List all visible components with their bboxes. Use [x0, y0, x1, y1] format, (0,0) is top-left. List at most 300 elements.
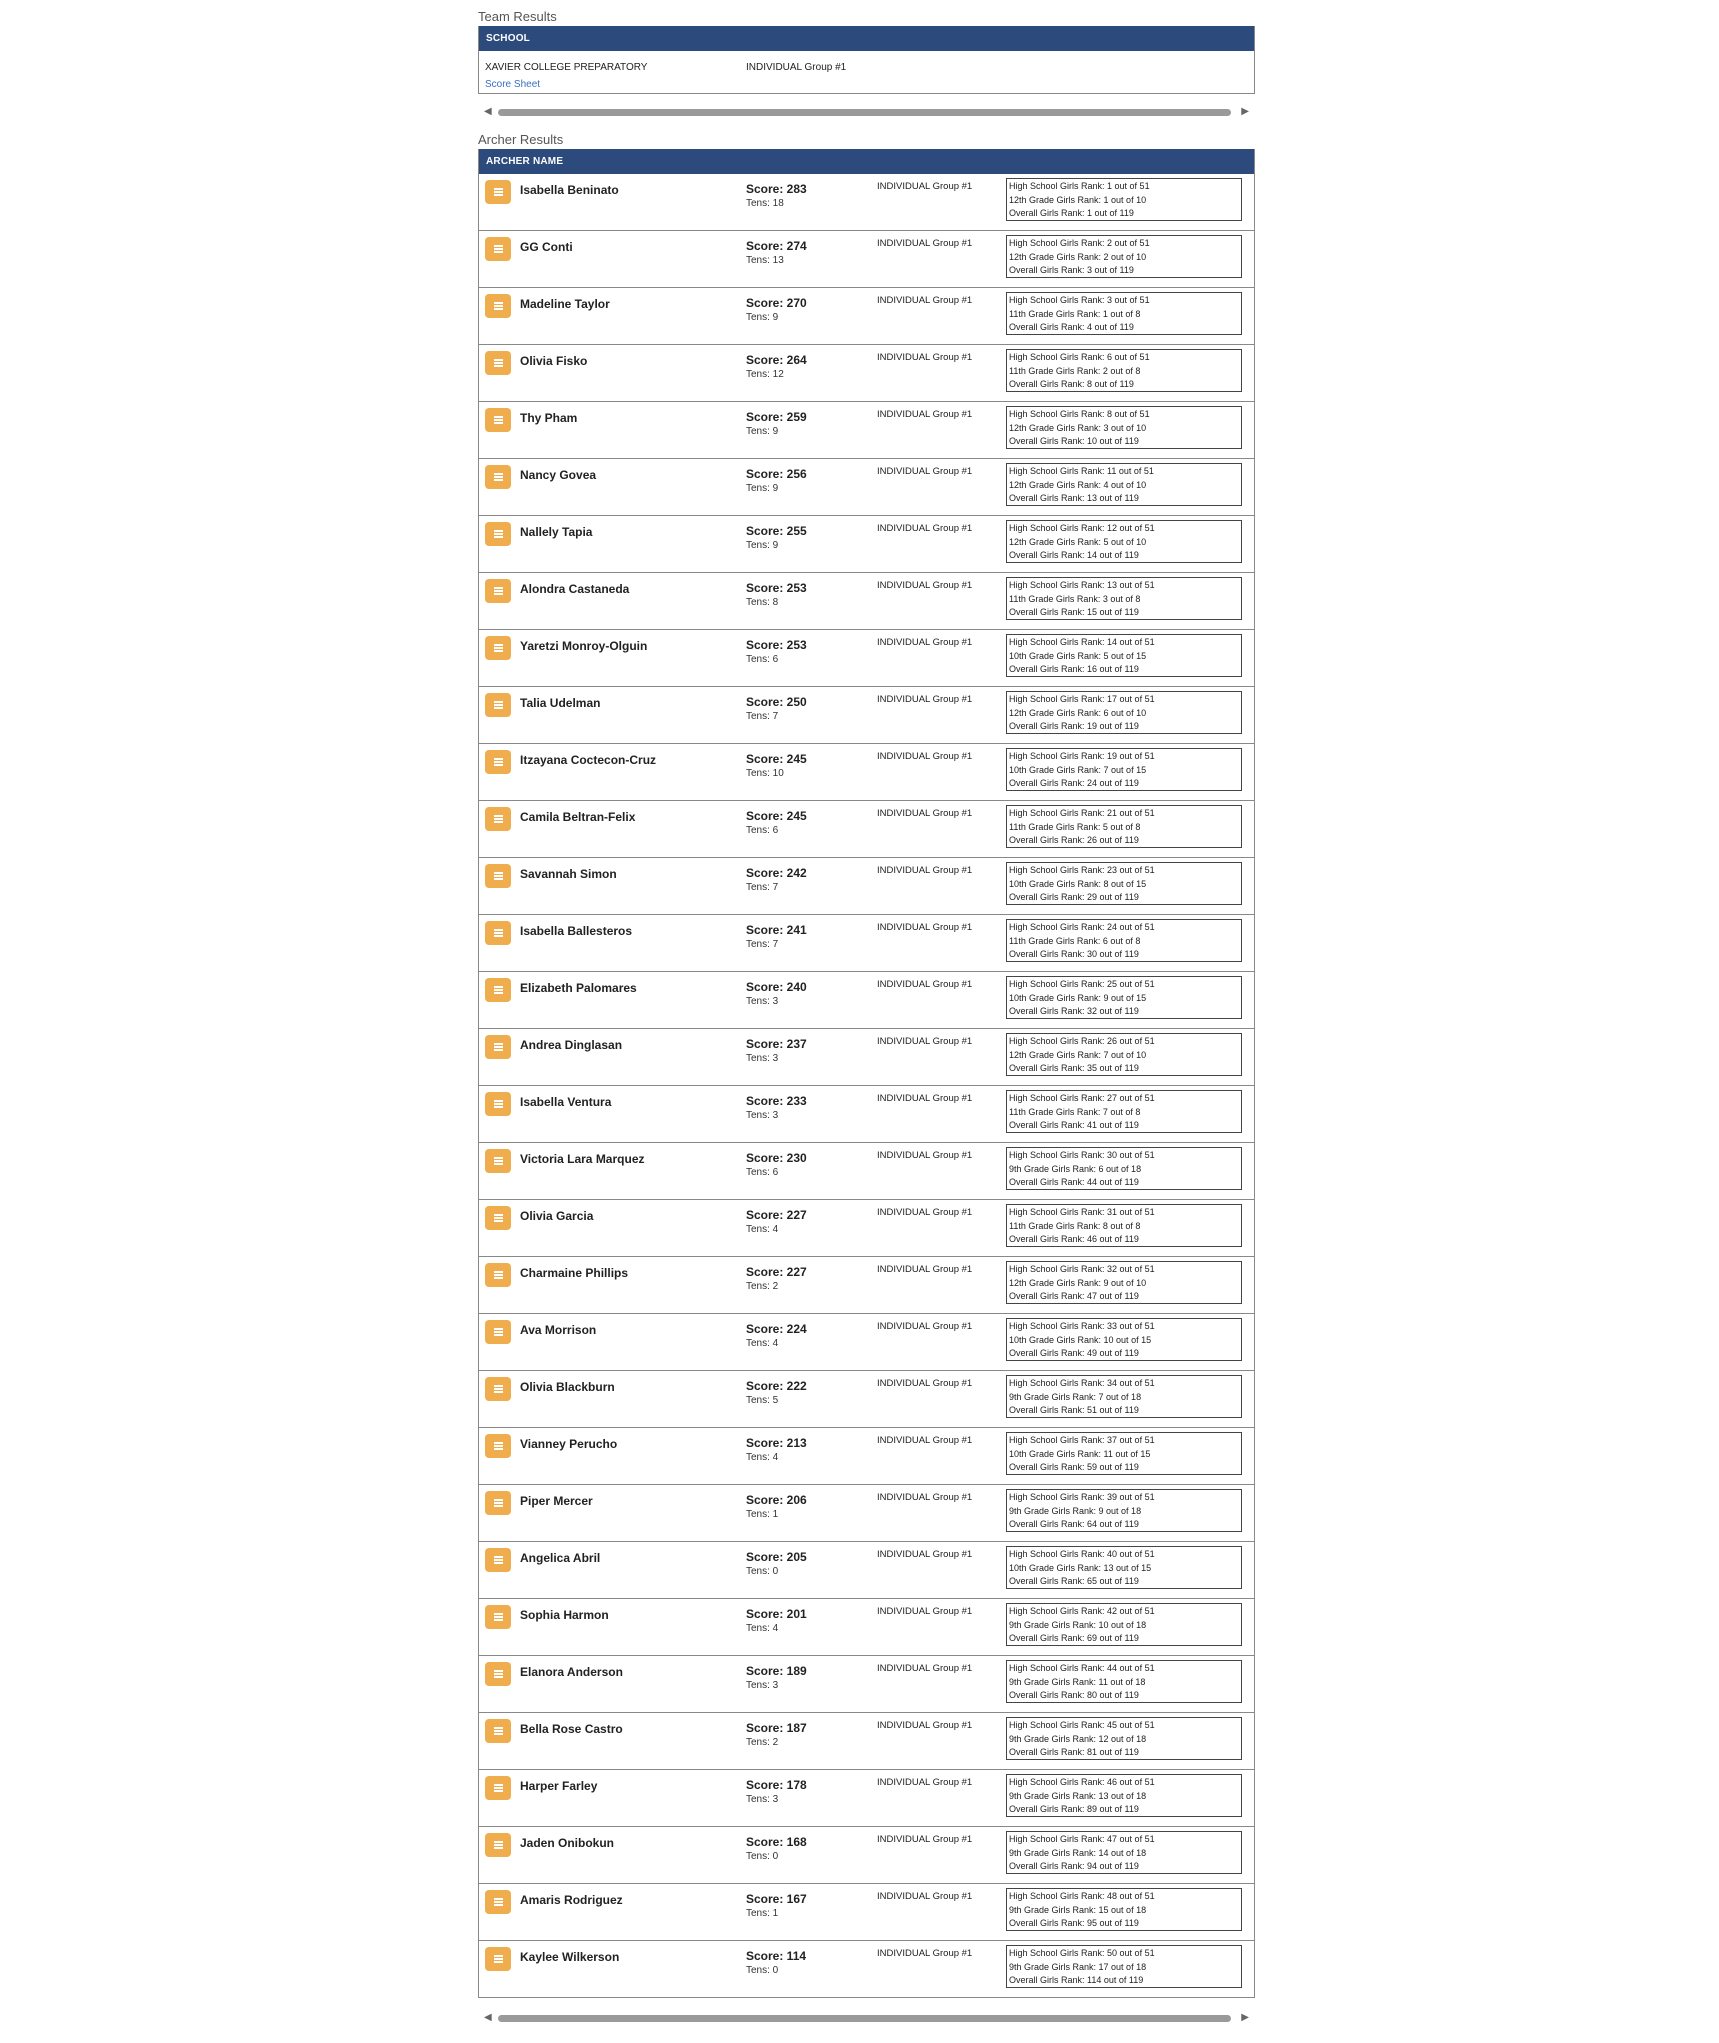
rank-box	[1006, 406, 1242, 449]
archer-group: INDIVIDUAL Group #1	[877, 352, 973, 363]
rank-box	[1006, 1375, 1242, 1418]
rank-box	[1006, 1261, 1242, 1304]
high-school-rank: High School Girls Rank: 40 out of 51	[1009, 1549, 1155, 1559]
team-results-title: Team Results	[478, 9, 557, 24]
grade-rank: 10th Grade Girls Rank: 8 out of 15	[1009, 878, 1147, 889]
rank-box	[1006, 691, 1242, 734]
rank-box	[1006, 1660, 1242, 1703]
grade-rank: 10th Grade Girls Rank: 10 out of 15	[1009, 1334, 1152, 1345]
archer-tens: Tens: 6	[746, 825, 779, 836]
archer-group: INDIVIDUAL Group #1	[877, 238, 973, 249]
archer-group: INDIVIDUAL Group #1	[877, 181, 973, 192]
archer-group: INDIVIDUAL Group #1	[877, 637, 973, 648]
archer-name: Olivia Garcia	[520, 1209, 594, 1223]
rank-box	[1006, 1489, 1242, 1532]
archer-score: Score: 253	[746, 581, 807, 595]
overall-rank: Overall Girls Rank: 10 out of 119	[1009, 436, 1139, 447]
archer-score: Score: 242	[746, 866, 807, 880]
archer-tens: Tens: 0	[746, 1851, 779, 1862]
archer-name: Olivia Fisko	[520, 354, 588, 368]
archer-tens: Tens: 9	[746, 426, 779, 437]
grade-rank: 11th Grade Girls Rank: 8 out of 8	[1009, 1220, 1141, 1231]
list-icon[interactable]	[485, 465, 511, 489]
archer-group: INDIVIDUAL Group #1	[877, 1264, 973, 1275]
archer-score: Score: 237	[746, 1037, 807, 1051]
archer-tens: Tens: 9	[746, 540, 779, 551]
archer-score: Score: 233	[746, 1094, 807, 1108]
overall-rank: Overall Girls Rank: 46 out of 119	[1009, 1234, 1139, 1245]
archer-row	[479, 686, 1254, 743]
list-icon[interactable]	[485, 1434, 511, 1458]
overall-rank: Overall Girls Rank: 44 out of 119	[1009, 1177, 1139, 1188]
archer-tens: Tens: 4	[746, 1623, 779, 1634]
rank-box	[1006, 919, 1242, 962]
archer-group: INDIVIDUAL Group #1	[877, 1663, 973, 1674]
overall-rank: Overall Girls Rank: 49 out of 119	[1009, 1348, 1139, 1359]
list-icon[interactable]	[485, 1776, 511, 1800]
archer-rows	[479, 174, 1254, 1997]
grade-rank: 11th Grade Girls Rank: 6 out of 8	[1009, 935, 1141, 946]
archer-score: Score: 241	[746, 923, 807, 937]
high-school-rank: High School Girls Rank: 13 out of 51	[1009, 580, 1155, 590]
archer-name: Ava Morrison	[520, 1323, 597, 1337]
overall-rank: Overall Girls Rank: 69 out of 119	[1009, 1633, 1139, 1644]
rank-box	[1006, 1945, 1242, 1988]
overall-rank: Overall Girls Rank: 1 out of 119	[1009, 208, 1134, 219]
rank-box	[1006, 349, 1242, 392]
list-icon[interactable]	[485, 294, 511, 318]
archer-tens: Tens: 5	[746, 1395, 779, 1406]
archer-group: INDIVIDUAL Group #1	[877, 922, 973, 933]
high-school-rank: High School Girls Rank: 14 out of 51	[1009, 637, 1155, 647]
rank-box	[1006, 178, 1242, 221]
archer-group: INDIVIDUAL Group #1	[877, 295, 973, 306]
archer-row	[479, 344, 1254, 401]
archer-tens: Tens: 4	[746, 1338, 779, 1349]
overall-rank: Overall Girls Rank: 47 out of 119	[1009, 1291, 1139, 1302]
archer-row	[479, 1370, 1254, 1427]
archer-tens: Tens: 1	[746, 1908, 779, 1919]
list-icon[interactable]	[485, 1377, 511, 1401]
list-icon[interactable]	[485, 1719, 511, 1743]
overall-rank: Overall Girls Rank: 35 out of 119	[1009, 1063, 1139, 1074]
archer-group: INDIVIDUAL Group #1	[877, 1207, 973, 1218]
archer-row	[479, 1313, 1254, 1370]
archer-tens: Tens: 3	[746, 1110, 779, 1121]
team-scrollbar[interactable]	[478, 104, 1255, 122]
archer-row	[479, 1427, 1254, 1484]
high-school-rank: High School Girls Rank: 2 out of 51	[1009, 238, 1150, 248]
archer-row	[479, 1940, 1254, 1997]
archer-tens: Tens: 4	[746, 1224, 779, 1235]
high-school-rank: High School Girls Rank: 8 out of 51	[1009, 409, 1150, 419]
archer-name: Madeline Taylor	[520, 297, 610, 311]
archer-name: Talia Udelman	[520, 696, 601, 710]
overall-rank: Overall Girls Rank: 64 out of 119	[1009, 1519, 1139, 1530]
archer-group: INDIVIDUAL Group #1	[877, 1948, 973, 1959]
archer-name: Elanora Anderson	[520, 1665, 623, 1679]
archer-score: Score: 245	[746, 809, 807, 823]
rank-box	[1006, 805, 1242, 848]
archer-group: INDIVIDUAL Group #1	[877, 979, 973, 990]
high-school-rank: High School Girls Rank: 34 out of 51	[1009, 1378, 1155, 1388]
list-icon[interactable]	[485, 693, 511, 717]
archer-name: Thy Pham	[520, 411, 578, 425]
archer-row	[479, 458, 1254, 515]
archer-row	[479, 1826, 1254, 1883]
list-icon[interactable]	[485, 180, 511, 204]
grade-rank: 10th Grade Girls Rank: 11 out of 15	[1009, 1448, 1151, 1459]
archer-name: Alondra Castaneda	[520, 582, 630, 596]
archer-score: Score: 114	[746, 1949, 807, 1963]
archer-group: INDIVIDUAL Group #1	[877, 1321, 973, 1332]
list-icon[interactable]	[485, 1890, 511, 1914]
archer-score: Score: 213	[746, 1436, 807, 1450]
overall-rank: Overall Girls Rank: 3 out of 119	[1009, 265, 1134, 276]
list-icon[interactable]	[485, 1263, 511, 1287]
archer-row	[479, 1769, 1254, 1826]
list-icon[interactable]	[485, 237, 511, 261]
overall-rank: Overall Girls Rank: 4 out of 119	[1009, 322, 1134, 333]
scrollbar-thumb[interactable]	[498, 2015, 1231, 2022]
triangle-left-icon[interactable]: ◀	[484, 106, 492, 117]
team-group: INDIVIDUAL Group #1	[746, 62, 847, 73]
grade-rank: 10th Grade Girls Rank: 7 out of 15	[1009, 764, 1147, 775]
list-icon[interactable]	[485, 1206, 511, 1230]
archer-tens: Tens: 2	[746, 1737, 779, 1748]
archer-name: Angelica Abril	[520, 1551, 601, 1565]
overall-rank: Overall Girls Rank: 81 out of 119	[1009, 1747, 1139, 1758]
grade-rank: 11th Grade Girls Rank: 1 out of 8	[1009, 308, 1141, 319]
archer-row	[479, 230, 1254, 287]
overall-rank: Overall Girls Rank: 114 out of 119	[1009, 1975, 1144, 1986]
rank-box	[1006, 1603, 1242, 1646]
overall-rank: Overall Girls Rank: 41 out of 119	[1009, 1120, 1139, 1131]
rank-box	[1006, 1546, 1242, 1589]
archer-name: Nallely Tapia	[520, 525, 593, 539]
list-icon[interactable]	[485, 750, 511, 774]
overall-rank: Overall Girls Rank: 24 out of 119	[1009, 778, 1139, 789]
archer-row	[479, 857, 1254, 914]
archer-score: Score: 206	[746, 1493, 807, 1507]
grade-rank: 12th Grade Girls Rank: 2 out of 10	[1009, 251, 1147, 262]
high-school-rank: High School Girls Rank: 27 out of 51	[1009, 1093, 1155, 1103]
archer-score: Score: 187	[746, 1721, 807, 1735]
triangle-right-icon[interactable]: ▶	[1241, 106, 1249, 117]
archer-score: Score: 270	[746, 296, 807, 310]
results-page	[478, 0, 1255, 2028]
triangle-left-icon[interactable]: ◀	[484, 2012, 492, 2023]
archer-score: Score: 201	[746, 1607, 807, 1621]
archer-score: Score: 222	[746, 1379, 807, 1393]
grade-rank: 12th Grade Girls Rank: 4 out of 10	[1009, 479, 1147, 490]
archer-group: INDIVIDUAL Group #1	[877, 808, 973, 819]
archer-name: Camila Beltran-Felix	[520, 810, 636, 824]
grade-rank: 10th Grade Girls Rank: 9 out of 15	[1009, 992, 1147, 1003]
rank-box	[1006, 1090, 1242, 1133]
archer-group: INDIVIDUAL Group #1	[877, 1720, 973, 1731]
archer-score: Score: 274	[746, 239, 807, 253]
archer-row	[479, 1712, 1254, 1769]
list-icon[interactable]	[485, 864, 511, 888]
archer-tens: Tens: 7	[746, 711, 779, 722]
archer-row	[479, 1598, 1254, 1655]
archer-scrollbar[interactable]	[478, 2010, 1255, 2028]
archer-row	[479, 1256, 1254, 1313]
archer-group: INDIVIDUAL Group #1	[877, 1492, 973, 1503]
archer-score: Score: 250	[746, 695, 807, 709]
rank-box	[1006, 1204, 1242, 1247]
archer-score: Score: 253	[746, 638, 807, 652]
archer-score: Score: 224	[746, 1322, 807, 1336]
high-school-rank: High School Girls Rank: 19 out of 51	[1009, 751, 1155, 761]
overall-rank: Overall Girls Rank: 14 out of 119	[1009, 550, 1139, 561]
archer-name-column-header: ARCHER NAME	[479, 149, 1254, 174]
rank-box	[1006, 577, 1242, 620]
list-icon[interactable]	[485, 1605, 511, 1629]
archer-score: Score: 256	[746, 467, 807, 481]
grade-rank: 10th Grade Girls Rank: 13 out of 15	[1009, 1562, 1152, 1573]
list-icon[interactable]	[485, 408, 511, 432]
rank-box	[1006, 1888, 1242, 1931]
archer-name: Savannah Simon	[520, 867, 617, 881]
archer-name: Sophia Harmon	[520, 1608, 609, 1622]
archer-tens: Tens: 4	[746, 1452, 779, 1463]
rank-box	[1006, 1318, 1242, 1361]
overall-rank: Overall Girls Rank: 29 out of 119	[1009, 892, 1139, 903]
archer-group: INDIVIDUAL Group #1	[877, 1150, 973, 1161]
high-school-rank: High School Girls Rank: 48 out of 51	[1009, 1891, 1155, 1901]
high-school-rank: High School Girls Rank: 37 out of 51	[1009, 1435, 1155, 1445]
grade-rank: 9th Grade Girls Rank: 12 out of 18	[1009, 1733, 1147, 1744]
archer-group: INDIVIDUAL Group #1	[877, 580, 973, 591]
overall-rank: Overall Girls Rank: 59 out of 119	[1009, 1462, 1139, 1473]
archer-group: INDIVIDUAL Group #1	[877, 694, 973, 705]
archer-name: Charmaine Phillips	[520, 1266, 629, 1280]
archer-group: INDIVIDUAL Group #1	[877, 523, 973, 534]
archer-score: Score: 259	[746, 410, 807, 424]
rank-box	[1006, 748, 1242, 791]
overall-rank: Overall Girls Rank: 13 out of 119	[1009, 493, 1139, 504]
archer-score: Score: 205	[746, 1550, 807, 1564]
archer-group: INDIVIDUAL Group #1	[877, 1834, 973, 1845]
archer-name: Harper Farley	[520, 1779, 598, 1793]
archer-tens: Tens: 3	[746, 1680, 779, 1691]
archer-row	[479, 401, 1254, 458]
archer-row	[479, 1085, 1254, 1142]
archer-results-title: Archer Results	[478, 132, 564, 147]
archer-score: Score: 189	[746, 1664, 807, 1678]
grade-rank: 12th Grade Girls Rank: 6 out of 10	[1009, 707, 1147, 718]
archer-name: Elizabeth Palomares	[520, 981, 637, 995]
list-icon[interactable]	[485, 579, 511, 603]
high-school-rank: High School Girls Rank: 31 out of 51	[1009, 1207, 1155, 1217]
archer-tens: Tens: 10	[746, 768, 784, 779]
archer-name: Victoria Lara Marquez	[520, 1152, 645, 1166]
archer-row	[479, 1484, 1254, 1541]
overall-rank: Overall Girls Rank: 8 out of 119	[1009, 379, 1134, 390]
school-name: XAVIER COLLEGE PREPARATORY	[485, 62, 648, 73]
rank-box	[1006, 1432, 1242, 1475]
overall-rank: Overall Girls Rank: 26 out of 119	[1009, 835, 1139, 846]
archer-name: Amaris Rodriguez	[520, 1893, 623, 1907]
high-school-rank: High School Girls Rank: 25 out of 51	[1009, 979, 1155, 989]
list-icon[interactable]	[485, 351, 511, 375]
archer-name: Isabella Ballesteros	[520, 924, 633, 938]
archer-tens: Tens: 3	[746, 1053, 779, 1064]
overall-rank: Overall Girls Rank: 89 out of 119	[1009, 1804, 1139, 1815]
grade-rank: 9th Grade Girls Rank: 15 out of 18	[1009, 1904, 1147, 1915]
overall-rank: Overall Girls Rank: 19 out of 119	[1009, 721, 1139, 732]
archer-group: INDIVIDUAL Group #1	[877, 466, 973, 477]
archer-row	[479, 1655, 1254, 1712]
archer-name: Isabella Ventura	[520, 1095, 612, 1109]
high-school-rank: High School Girls Rank: 44 out of 51	[1009, 1663, 1155, 1673]
archer-tens: Tens: 3	[746, 996, 779, 1007]
list-icon[interactable]	[485, 807, 511, 831]
archer-name: Bella Rose Castro	[520, 1722, 623, 1736]
archer-group: INDIVIDUAL Group #1	[877, 1777, 973, 1788]
overall-rank: Overall Girls Rank: 32 out of 119	[1009, 1006, 1139, 1017]
overall-rank: Overall Girls Rank: 65 out of 119	[1009, 1576, 1139, 1587]
list-icon[interactable]	[485, 1092, 511, 1116]
list-icon[interactable]	[485, 978, 511, 1002]
rank-box	[1006, 1717, 1242, 1760]
archer-tens: Tens: 6	[746, 654, 779, 665]
list-icon[interactable]	[485, 1947, 511, 1971]
rank-box	[1006, 1831, 1242, 1874]
archer-tens: Tens: 0	[746, 1566, 779, 1577]
high-school-rank: High School Girls Rank: 23 out of 51	[1009, 865, 1155, 875]
score-sheet-link[interactable]: Score Sheet	[485, 79, 541, 90]
high-school-rank: High School Girls Rank: 32 out of 51	[1009, 1264, 1155, 1274]
archer-row	[479, 287, 1254, 344]
archer-name: Nancy Govea	[520, 468, 597, 482]
archer-score: Score: 245	[746, 752, 807, 766]
archer-group: INDIVIDUAL Group #1	[877, 1891, 973, 1902]
archer-tens: Tens: 9	[746, 312, 779, 323]
grade-rank: 11th Grade Girls Rank: 2 out of 8	[1009, 365, 1141, 376]
archer-tens: Tens: 9	[746, 483, 779, 494]
archer-tens: Tens: 2	[746, 1281, 779, 1292]
triangle-right-icon[interactable]: ▶	[1241, 2012, 1249, 2023]
archer-tens: Tens: 18	[746, 198, 784, 209]
high-school-rank: High School Girls Rank: 39 out of 51	[1009, 1492, 1155, 1502]
overall-rank: Overall Girls Rank: 16 out of 119	[1009, 664, 1139, 675]
archer-score: Score: 168	[746, 1835, 807, 1849]
archer-tens: Tens: 6	[746, 1167, 779, 1178]
archer-score: Score: 255	[746, 524, 807, 538]
list-icon[interactable]	[485, 1320, 511, 1344]
list-icon[interactable]	[485, 1035, 511, 1059]
archer-tens: Tens: 7	[746, 939, 779, 950]
rank-box	[1006, 976, 1242, 1019]
archer-group: INDIVIDUAL Group #1	[877, 409, 973, 420]
high-school-rank: High School Girls Rank: 47 out of 51	[1009, 1834, 1155, 1844]
archer-row	[479, 743, 1254, 800]
archer-name: Piper Mercer	[520, 1494, 593, 1508]
archer-score: Score: 227	[746, 1265, 807, 1279]
archer-group: INDIVIDUAL Group #1	[877, 1378, 973, 1389]
overall-rank: Overall Girls Rank: 95 out of 119	[1009, 1918, 1139, 1929]
list-icon[interactable]	[485, 636, 511, 660]
list-icon[interactable]	[485, 921, 511, 945]
archer-row	[479, 629, 1254, 686]
grade-rank: 12th Grade Girls Rank: 9 out of 10	[1009, 1277, 1147, 1288]
list-icon[interactable]	[485, 522, 511, 546]
grade-rank: 12th Grade Girls Rank: 7 out of 10	[1009, 1049, 1147, 1060]
archer-score: Score: 227	[746, 1208, 807, 1222]
archer-tens: Tens: 3	[746, 1794, 779, 1805]
high-school-rank: High School Girls Rank: 45 out of 51	[1009, 1720, 1155, 1730]
high-school-rank: High School Girls Rank: 12 out of 51	[1009, 523, 1155, 533]
list-icon[interactable]	[485, 1149, 511, 1173]
archer-row	[479, 1142, 1254, 1199]
archer-score: Score: 178	[746, 1778, 807, 1792]
archer-name: Isabella Beninato	[520, 183, 619, 197]
archer-name: Kaylee Wilkerson	[520, 1950, 620, 1964]
archer-name: Olivia Blackburn	[520, 1380, 615, 1394]
high-school-rank: High School Girls Rank: 24 out of 51	[1009, 922, 1155, 932]
archer-row	[479, 174, 1254, 230]
archer-name: Yaretzi Monroy-Olguin	[520, 639, 648, 653]
archer-row	[479, 572, 1254, 629]
scrollbar-thumb[interactable]	[498, 109, 1231, 116]
grade-rank: 11th Grade Girls Rank: 7 out of 8	[1009, 1106, 1141, 1117]
list-icon[interactable]	[485, 1491, 511, 1515]
archer-name: Jaden Onibokun	[520, 1836, 615, 1850]
archer-tens: Tens: 12	[746, 369, 784, 380]
high-school-rank: High School Girls Rank: 26 out of 51	[1009, 1036, 1155, 1046]
high-school-rank: High School Girls Rank: 42 out of 51	[1009, 1606, 1155, 1616]
grade-rank: 11th Grade Girls Rank: 3 out of 8	[1009, 593, 1141, 604]
list-icon[interactable]	[485, 1662, 511, 1686]
grade-rank: 9th Grade Girls Rank: 6 out of 18	[1009, 1163, 1142, 1174]
rank-box	[1006, 862, 1242, 905]
list-icon[interactable]	[485, 1548, 511, 1572]
high-school-rank: High School Girls Rank: 30 out of 51	[1009, 1150, 1155, 1160]
archer-tens: Tens: 8	[746, 597, 779, 608]
rank-box	[1006, 292, 1242, 335]
overall-rank: Overall Girls Rank: 94 out of 119	[1009, 1861, 1139, 1872]
overall-rank: Overall Girls Rank: 80 out of 119	[1009, 1690, 1139, 1701]
archer-tens: Tens: 7	[746, 882, 779, 893]
rank-box	[1006, 1033, 1242, 1076]
archer-tens: Tens: 1	[746, 1509, 779, 1520]
grade-rank: 9th Grade Girls Rank: 7 out of 18	[1009, 1391, 1142, 1402]
archer-score: Score: 264	[746, 353, 807, 367]
high-school-rank: High School Girls Rank: 1 out of 51	[1009, 181, 1150, 191]
grade-rank: 9th Grade Girls Rank: 11 out of 18	[1009, 1676, 1146, 1687]
archer-row	[479, 1883, 1254, 1940]
high-school-rank: High School Girls Rank: 11 out of 51	[1009, 466, 1154, 476]
rank-box	[1006, 1147, 1242, 1190]
grade-rank: 9th Grade Girls Rank: 10 out of 18	[1009, 1619, 1147, 1630]
grade-rank: 11th Grade Girls Rank: 5 out of 8	[1009, 821, 1141, 832]
list-icon[interactable]	[485, 1833, 511, 1857]
archer-score: Score: 230	[746, 1151, 807, 1165]
archer-group: INDIVIDUAL Group #1	[877, 865, 973, 876]
rank-box	[1006, 634, 1242, 677]
archer-name: Andrea Dinglasan	[520, 1038, 623, 1052]
archer-name: Vianney Perucho	[520, 1437, 618, 1451]
archer-group: INDIVIDUAL Group #1	[877, 1036, 973, 1047]
archer-tens: Tens: 13	[746, 255, 784, 266]
archer-row	[479, 800, 1254, 857]
archer-name: GG Conti	[520, 240, 573, 254]
rank-box	[1006, 1774, 1242, 1817]
archer-score: Score: 240	[746, 980, 807, 994]
